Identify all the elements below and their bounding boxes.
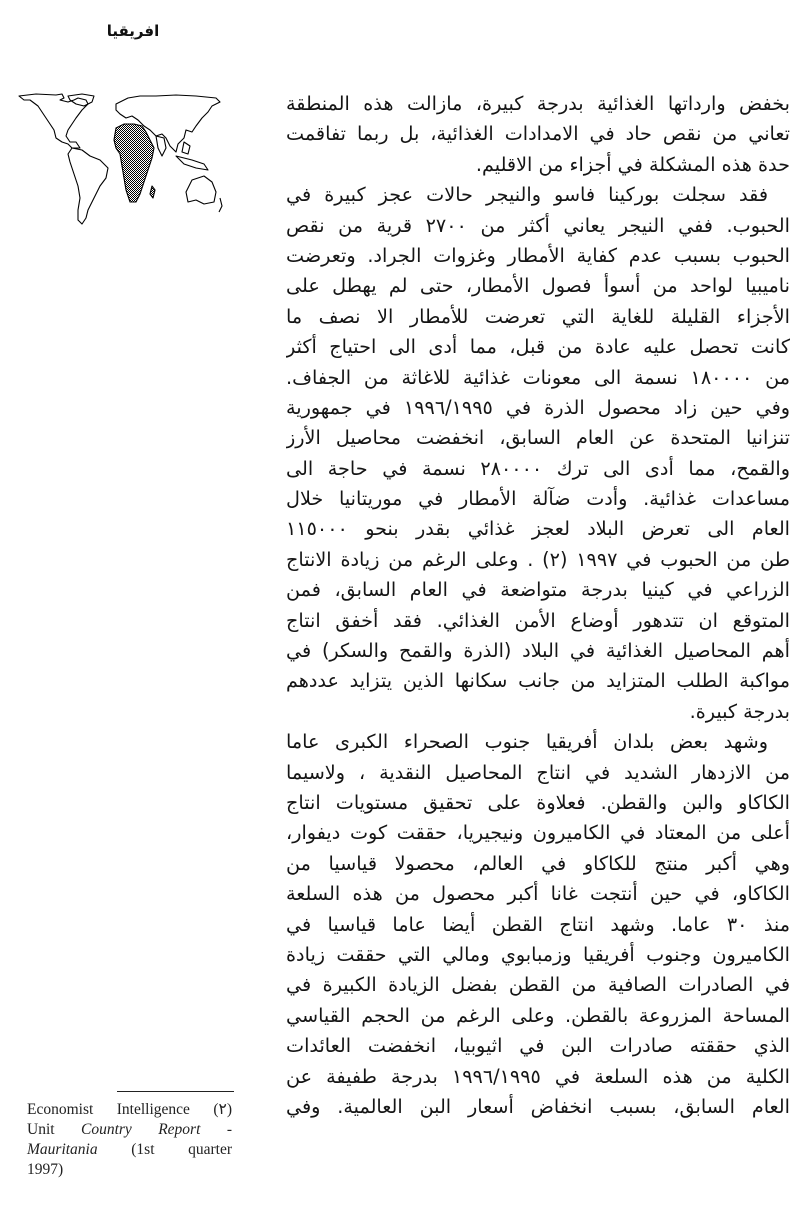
- map-australia: [186, 176, 216, 204]
- body-text-line: كانت تحصل عليه عادة من قبل، مما أدى الى احتياج أكثر: [286, 335, 790, 359]
- world-map-africa-highlight: [16, 90, 226, 230]
- footnote-year: 1997): [27, 1161, 64, 1178]
- body-text-line: الكاكاو، في حين أنتجت غانا أكبر محصول من هذه السلعة: [286, 882, 790, 906]
- body-text-line: منذ ٣٠ عاما. وشهد انتاج القطن أيضا عاما قياسيا في: [286, 912, 790, 936]
- body-text-line: طن من الحبوب في ١٩٩٧ (٢) . وعلى الرغم من زيادة الانتاج: [286, 547, 790, 571]
- article-body: [286, 89, 790, 1122]
- footnote-source-line1: Economist Intelligence: [27, 1101, 190, 1118]
- body-text-line: وهي أكبر منتج للكاكاو في العالم، محصولا قياسيا من: [286, 851, 790, 875]
- body-text-line: بدرجة كبيرة.: [689, 699, 790, 723]
- body-text-line: من ١٨٠٠٠٠ نسمة الى معونات غذائية للاغاثة من الجفاف.: [286, 365, 790, 389]
- page-header-title: افريقيا: [106, 22, 160, 40]
- body-text-line: الحبوب بسبب عدم كفاية الأمطار وغزوات الجراد. وتعرضت: [286, 243, 790, 267]
- footnote-report-title: Country Report: [80, 1121, 201, 1138]
- body-text-line: الكاكاو والبن والقطن. فعلاوة على تحقيق مستويات انتاج: [286, 790, 790, 814]
- body-text-line: الذي حققته صادرات البن في اثيوبيا، انخفضت العائدات: [286, 1034, 790, 1058]
- body-text-line: أهم المحاصيل الغذائية في البلاد (الذرة والقمح والسكر) في: [286, 639, 790, 663]
- body-text-line: فقد سجلت بوركينا فاسو والنيجر حالات عجز كبيرة في: [286, 183, 768, 207]
- map-greenland: [68, 94, 94, 106]
- body-text-line: وفي حين زاد محصول الذرة في ١٩٩٦/١٩٩٥ في جمهورية: [286, 395, 790, 419]
- body-text-line: تنزانيا المتحدة عن العام السابق، انخفضت محاصيل الأرز: [286, 426, 790, 450]
- footnote-quarter: (1st quarter: [131, 1141, 233, 1158]
- footnote-country: Mauritania: [27, 1141, 98, 1158]
- body-text-line: والقمح، مما أدى الى ترك ٢٨٠٠٠٠ نسمة في حاجة الى: [286, 456, 790, 480]
- map-madagascar: [150, 186, 155, 198]
- map-africa-highlighted: [114, 124, 154, 202]
- body-text-line: العام السابق، بسبب انخفاض أسعار البن العالمية. وفي: [286, 1094, 790, 1118]
- footnote-unit: Unit: [27, 1121, 55, 1138]
- body-text-line: من الازدهار الشديد في انتاج المحاصيل النقدية ، ولاسيما: [286, 760, 790, 784]
- map-north-america: [19, 94, 88, 148]
- body-text-line: المساحة المزروعة بالقطن. وعلى الرغم من الحجم القياسي: [286, 1003, 790, 1027]
- body-text-line: الكلية من هذه السلعة في ١٩٩٦/١٩٩٥ بدرجة طفيفة عن: [286, 1064, 790, 1088]
- body-text-line: أعلى من المعتاد في الكاميرون ونيجيريا، حققت كوت ديفوار،: [286, 821, 790, 845]
- map-india: [156, 136, 166, 156]
- body-text-line: مساعدات غذائية. وأدت ضآلة الأمطار في موريتانيا خلال: [286, 487, 790, 511]
- map-south-america: [68, 148, 108, 224]
- footnote-divider: [117, 1091, 234, 1092]
- body-text-line: ناميبيا لواحد من أسوأ فصول الأمطار، حتى لم يهطل على: [286, 274, 790, 298]
- footnote-marker: (٢): [213, 1101, 232, 1118]
- body-text-line: مواكبة الطلب المتزايد من جانب سكانها الذين يتزايد عددهم: [286, 669, 790, 693]
- body-text-line: تعاني من نقص حاد في الامدادات الغذائية، بل ربما تفاقمت: [286, 122, 790, 146]
- footnote: [27, 1100, 232, 1180]
- body-text-line: حدة هذه المشكلة في أجزاء من الاقليم.: [475, 152, 790, 176]
- map-new-zealand: [219, 198, 222, 212]
- body-text-line: الأجزاء القليلة للغاية التي تعرضت للأمطار الا نصف ما: [286, 304, 790, 328]
- map-indonesia: [176, 156, 208, 170]
- body-text-line: المتوقع ان تتدهور أوضاع الأمن الغذائي. فقد أخفق انتاج: [286, 608, 790, 632]
- map-se-asia: [182, 142, 190, 154]
- body-text-line: الكاميرون وجنوب أفريقيا وزمبابوي ومالي التي حققت زيادة: [286, 942, 790, 966]
- body-text-line: الحبوب. ففي النيجر يعاني أكثر من ٢٧٠٠ قرية من نقص: [286, 213, 790, 237]
- body-text-line: الزراعي في كينيا بدرجة متواضعة في العام السابق، فمن: [286, 578, 790, 602]
- body-text-line: العام الى تعرض البلاد لعجز غذائي بقدر بنحو ١١٥٠٠٠: [286, 517, 790, 541]
- body-text-line: في الصادرات الصافية من القطن بفضل الزيادة الكبيرة في: [286, 973, 790, 997]
- body-text-line: بخفض وارداتها الغذائية بدرجة كبيرة، مازالت هذه المنطقة: [286, 92, 790, 115]
- body-text-line: وشهد بعض بلدان أفريقيا جنوب الصحراء الكبرى عاما: [286, 730, 768, 754]
- footnote-dash: -: [226, 1121, 232, 1138]
